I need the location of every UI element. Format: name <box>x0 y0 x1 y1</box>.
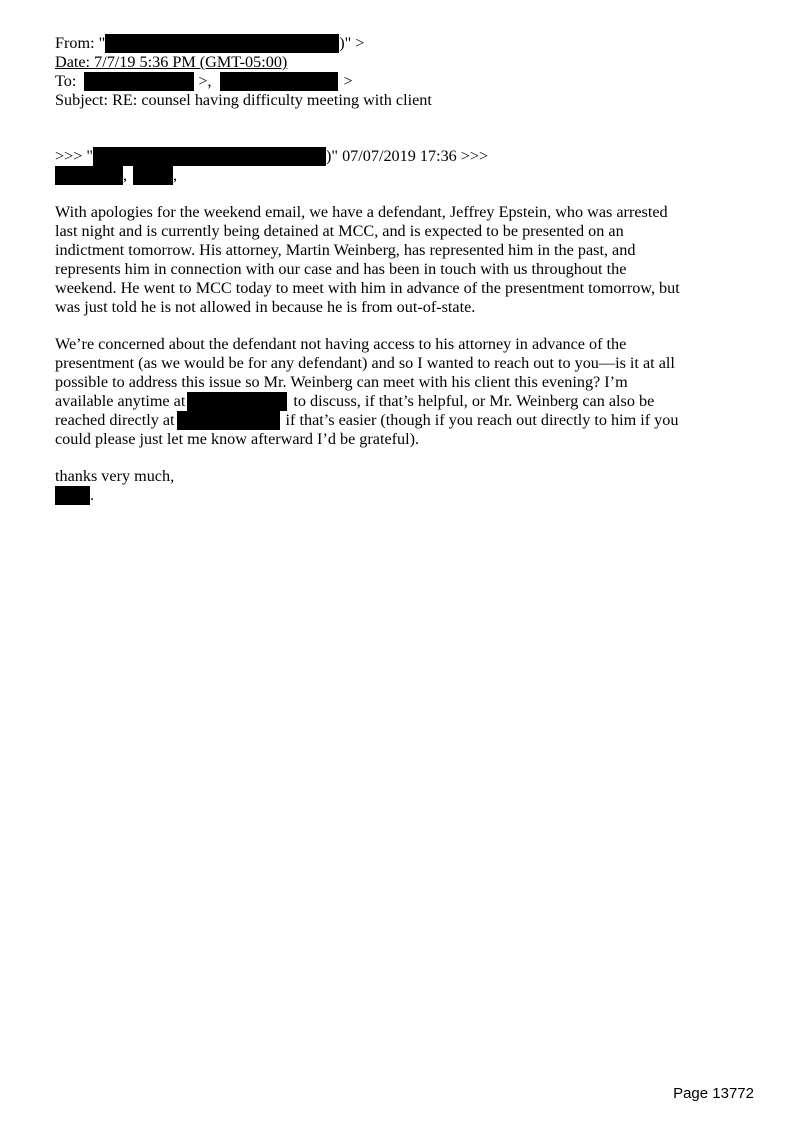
redaction-box <box>93 147 326 166</box>
text-fragment: available anytime at <box>55 392 186 410</box>
signoff-punct: . <box>90 486 95 504</box>
text-line: was just told he is not allowed in because he is from out-of-state. <box>55 298 476 316</box>
redaction-box <box>84 72 194 91</box>
date-text: Date: 7/7/19 5:36 PM (GMT-05:00) <box>55 53 288 71</box>
text-line: represents him in connection with our case and has been in touch with us throughout the <box>55 260 627 278</box>
to-prefix: To: <box>55 72 77 90</box>
redaction-box <box>133 166 173 185</box>
body-paragraph-2 <box>55 335 755 449</box>
redaction-box <box>187 392 287 411</box>
redaction-box <box>55 486 90 505</box>
text-line: We’re concerned about the defendant not having access to his attorney in advance of the <box>55 335 627 353</box>
body-paragraph-1 <box>55 203 755 317</box>
text-fragment: if that’s easier (though if you reach out directly to him if you <box>285 411 679 429</box>
to-separator: >, <box>198 72 212 90</box>
from-suffix: )" > <box>339 34 365 52</box>
from-prefix: From: " <box>55 34 106 52</box>
redaction-box <box>55 166 123 185</box>
text-fragment: reached directly at <box>55 411 175 429</box>
date-line <box>55 53 755 72</box>
text-line: presentment (as we would be for any defendant) and so I wanted to reach out to you—is it at all <box>55 354 675 372</box>
email-document <box>55 34 755 505</box>
closing-text: thanks very much, <box>55 467 175 485</box>
signoff-line <box>55 486 755 505</box>
subject-line <box>55 91 755 110</box>
recipient-separator: , <box>123 166 128 184</box>
text-line: could please just let me know afterward I’d be grateful). <box>55 430 420 448</box>
text-line <box>55 411 755 430</box>
text-line: last night and is currently being detained at MCC, and is expected to be presented on an <box>55 222 624 240</box>
redaction-box <box>177 411 280 430</box>
to-suffix: > <box>343 72 353 90</box>
quote-suffix: )" 07/07/2019 17:36 >>> <box>326 147 489 165</box>
to-line <box>55 72 755 91</box>
text-line: With apologies for the weekend email, we have a defendant, Jeffrey Epstein, who was arrested <box>55 203 668 221</box>
quote-header-line <box>55 147 755 166</box>
text-line <box>55 392 755 411</box>
page-number: Page 13772 <box>673 1085 754 1102</box>
closing-line <box>55 467 755 486</box>
redaction-box <box>105 34 339 53</box>
text-line: possible to address this issue so Mr. Weinberg can meet with his client this evening? I’m <box>55 373 628 391</box>
subject-text: Subject: RE: counsel having difficulty meeting with client <box>55 91 432 109</box>
quote-prefix: >>> " <box>55 147 94 165</box>
text-line: weekend. He went to MCC today to meet with him in advance of the presentment tomorrow, but <box>55 279 680 297</box>
text-fragment: to discuss, if that’s helpful, or Mr. Weinberg can also be <box>293 392 655 410</box>
from-line <box>55 34 755 53</box>
redaction-box <box>220 72 338 91</box>
recipients-line <box>55 166 755 185</box>
recipient-separator: , <box>173 166 178 184</box>
text-line: indictment tomorrow. His attorney, Martin Weinberg, has represented him in the past, and <box>55 241 636 259</box>
